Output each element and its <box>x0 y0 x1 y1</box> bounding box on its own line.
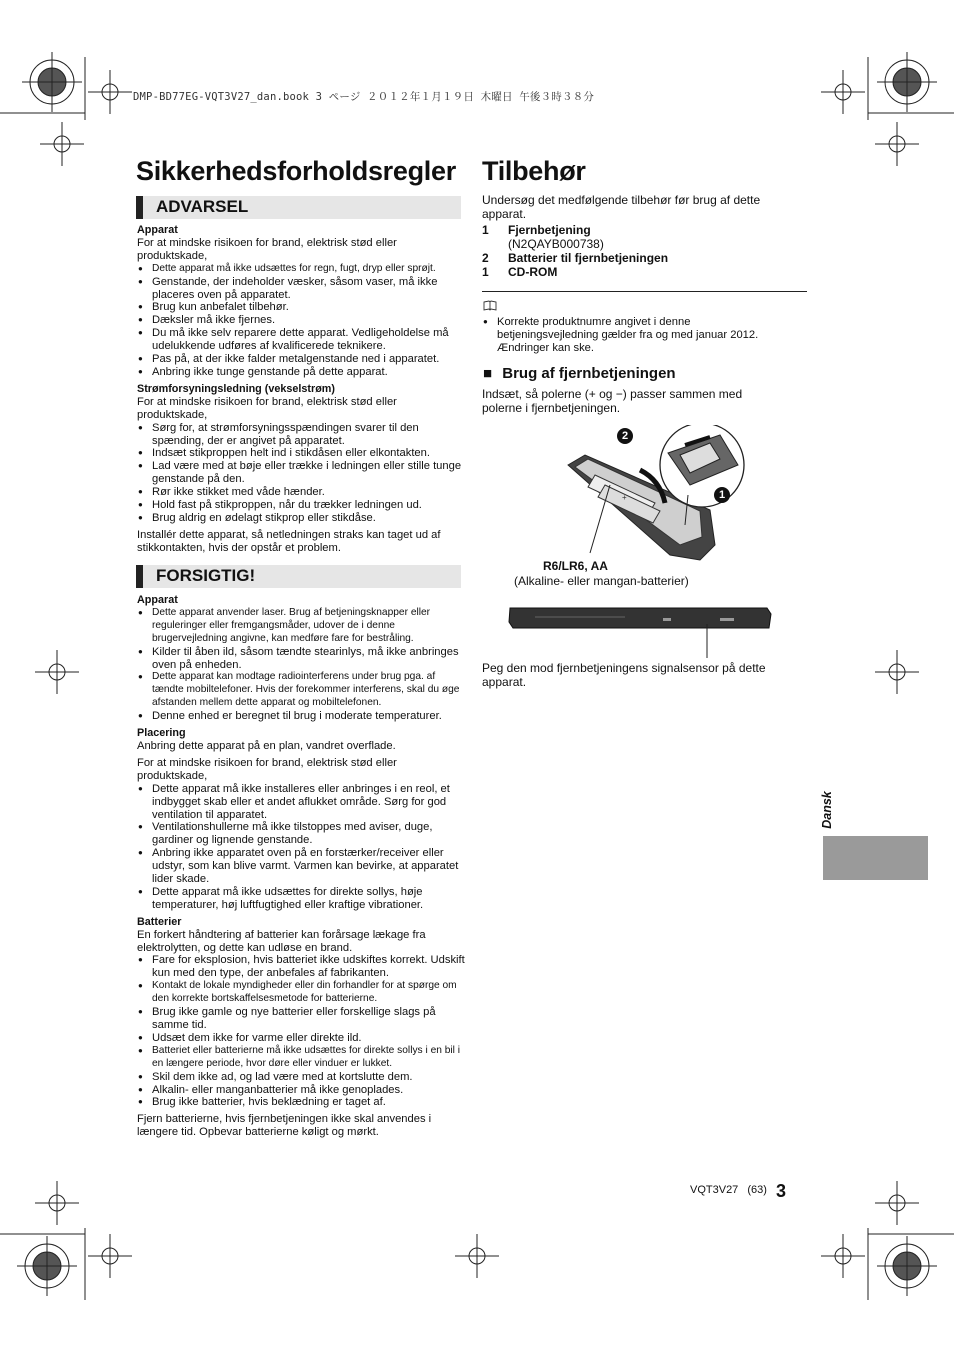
footer-code: VQT3V27 (63) <box>690 1184 767 1196</box>
divider <box>482 291 807 292</box>
list-item: ● Dette apparat anvender laser. Brug af betjeningsknapper eller reguleringer eller fremgangsmåder, udover de i denne brugervejledning angivne, kan medføre fare for bestråling. <box>137 607 467 646</box>
list-item: ● Udsæt dem ikke for varme eller direkte ild. <box>137 1032 467 1045</box>
battery-type-label: R6/LR6, AA <box>543 559 608 573</box>
warning-power-intro: For at mindske risikoen for brand, elektrisk stød eller produktskade, <box>137 395 397 421</box>
list-item: ● Indsæt stikproppen helt ind i stikdåsen eller elkontakten. <box>137 447 467 460</box>
warning-power-list <box>137 422 467 525</box>
print-header: DMP-BD77EG-VQT3V27_dan.book 3 ページ ２０１２年１月１９日 木曜日 午後３時３８分 <box>133 91 595 103</box>
list-item: ● Anbring ikke tunge genstande på dette apparat. <box>137 366 467 379</box>
list-item: ● Anbring ikke apparatet oven på en forstærker/receiver eller udstyr, som kan blive varmt. Varmen kan bevirke, at apparatet lider skade. <box>137 847 467 886</box>
svg-text:+: + <box>622 493 627 502</box>
list-item: ● Kontakt de lokale myndigheder eller din forhandler for at spørge om den korrekte bortskaffelsesmetode for batterierne. <box>137 980 467 1006</box>
list-item: ● Sørg for, at strømforsyningsspændingen svarer til den spænding, der er angivet på apparatet. <box>137 422 467 448</box>
list-item: ● Skil dem ikke ad, og lad være med at kortslutte dem. <box>137 1071 467 1084</box>
accessories-list <box>482 223 807 279</box>
page-title-safety: Sikkerhedsforholdsregler <box>136 156 456 186</box>
caution-placering-heading: Placering <box>137 727 186 740</box>
warning-banner <box>136 196 461 219</box>
heading-marker: ■ <box>483 365 493 382</box>
caution-placering-text: Anbring dette apparat på en plan, vandret overflade. <box>137 739 396 752</box>
caution-banner <box>136 565 461 588</box>
warning-banner-label: ADVARSEL <box>156 197 249 216</box>
list-item: ● Fare for eksplosion, hvis batteriet ikke udskiftes korrekt. Udskift kun med den type, der anbefales af fabrikanten. <box>137 954 467 980</box>
accessories-intro: Undersøg det medfølgende tilbehør før brug af dette apparat. <box>482 193 761 221</box>
caution-placering-list <box>137 783 467 912</box>
caution-batterier-note: Fjern batterierne, hvis fjernbetjeningen ikke skal anvendes i længere tid. Opbevar batterierne køligt og mørkt. <box>137 1113 432 1139</box>
warning-apparat-intro: For at mindske risikoen for brand, elektrisk stød eller produktskade, <box>137 236 397 262</box>
warning-section <box>137 224 467 555</box>
list-item: ● Du må ikke selv reparere dette apparat. Vedligeholdelse må udelukkende udføres af kvalificerede teknikere. <box>137 327 467 353</box>
language-tab-label: Dansk <box>820 791 834 829</box>
list-item: ● Brug aldrig en ødelagt stikprop eller stikdåse. <box>137 512 467 525</box>
step-1-marker: 1 <box>714 487 730 503</box>
page-title-accessories: Tilbehør <box>482 156 586 186</box>
warning-power-note: Installér dette apparat, så netledningen straks kan taget ud af stikkontakten, hvis der opstår et problem. <box>137 528 441 554</box>
list-item: ● Batteriet eller batterierne må ikke udsættes for direkte sollys i en bil i en længere periode, hvor døre eller vinduer er lukket. <box>137 1045 467 1071</box>
banner-bar <box>136 565 143 588</box>
caution-batterier-intro: En forkert håndtering af batterier kan forårsage lækage fra elektrolytten, og dette kan udløse en brand. <box>137 928 426 954</box>
list-item: ● Pas på, at der ikke falder metalgenstande ned i apparatet. <box>137 353 467 366</box>
list-item: 1 Fjernbetjening <box>482 223 591 237</box>
warning-apparat-list <box>137 263 467 379</box>
page-number: 3 <box>776 1181 787 1201</box>
caution-batterier-heading: Batterier <box>137 915 182 928</box>
accessory-code: (N2QAYB000738) <box>508 237 604 251</box>
player-illustration <box>505 600 775 660</box>
note-text: ● Korrekte produktnumre angivet i denne betjeningsvejledning gælder fra og med januar 2012. Ændringer kan ske. <box>482 316 782 355</box>
list-item: 1 CD-ROM <box>482 265 558 279</box>
caution-batterier-list <box>137 954 467 1109</box>
caution-apparat-heading: Apparat <box>137 594 178 606</box>
remote-heading: ■ Brug af fjernbetjeningen <box>483 365 676 382</box>
list-item: ● Brug ikke batterier, hvis beklædning er taget af. <box>137 1096 467 1109</box>
book-icon <box>483 300 497 311</box>
banner-bar <box>136 196 143 219</box>
list-item: ● Genstande, der indeholder væsker, såsom vaser, må ikke placeres oven på apparatet. <box>137 276 467 302</box>
battery-desc: (Alkaline- eller mangan-batterier) <box>514 574 689 588</box>
caution-placering-intro: For at mindske risikoen for brand, elektrisk stød eller produktskade, <box>137 756 397 782</box>
list-item: 2 Batterier til fjernbetjeningen <box>482 251 669 265</box>
language-tab <box>823 836 928 880</box>
warning-apparat-heading: Apparat <box>137 224 178 236</box>
list-item: ● Dette apparat må ikke udsættes for direkte sollys, høje temperaturer, høj luftfugtighed eller kraftige vibrationer. <box>137 886 467 912</box>
list-item: ● Dette apparat må ikke udsættes for regn, fugt, dryp eller sprøjt. <box>137 263 467 276</box>
note-block <box>482 316 782 355</box>
list-item: ● Rør ikke stikket med våde hænder. <box>137 486 467 499</box>
step-2-marker: 2 <box>617 428 633 444</box>
list-item: ● Brug kun anbefalet tilbehør. <box>137 301 467 314</box>
list-item: ● Hold fast på stikproppen, når du trækker ledningen ud. <box>137 499 467 512</box>
list-item: ● Ventilationshullerne må ikke tilstoppes med aviser, duge, gardiner og lignende genstande. <box>137 821 467 847</box>
remote-instructions: Indsæt, så polerne (+ og −) passer sammen med polerne i fjernbetjeningen. <box>482 387 743 415</box>
caution-banner-label: FORSIGTIG! <box>156 566 256 585</box>
list-item: ● Dæksler må ikke fjernes. <box>137 314 467 327</box>
caution-section <box>137 594 467 1139</box>
warning-power-heading: Strømforsyningsledning (vekselstrøm) <box>137 382 335 395</box>
list-item: ● Dette apparat må ikke installeres eller anbringes i en reol, et indbygget skab eller et andet aflukket område. Sørg for god ventilation til apparatet. <box>137 783 467 822</box>
caution-apparat-list <box>137 607 467 723</box>
list-item: ● Alkalin- eller manganbatterier må ikke genoplades. <box>137 1084 467 1097</box>
list-item: ● Kilder til åben ild, såsom tændte stearinlys, må ikke anbringes oven på enheden. <box>137 646 467 672</box>
sensor-instructions: Peg den mod fjernbetjeningens signalsensor på dette apparat. <box>482 661 766 689</box>
list-item: ● Denne enhed er beregnet til brug i moderate temperaturer. <box>137 710 467 723</box>
list-item: ● Lad være med at bøje eller trække i ledningen eller stille tunge genstande på den. <box>137 460 467 486</box>
list-item: ● Dette apparat kan modtage radiointerferens under brug pga. af tændte mobiltelefoner. Hvis der forekommer interferens, skal du øge afstanden mellem dette apparat og mobiltelefonen. <box>137 671 467 710</box>
list-item: ● Brug ikke gamle og nye batterier eller forskellige slags på samme tid. <box>137 1006 467 1032</box>
